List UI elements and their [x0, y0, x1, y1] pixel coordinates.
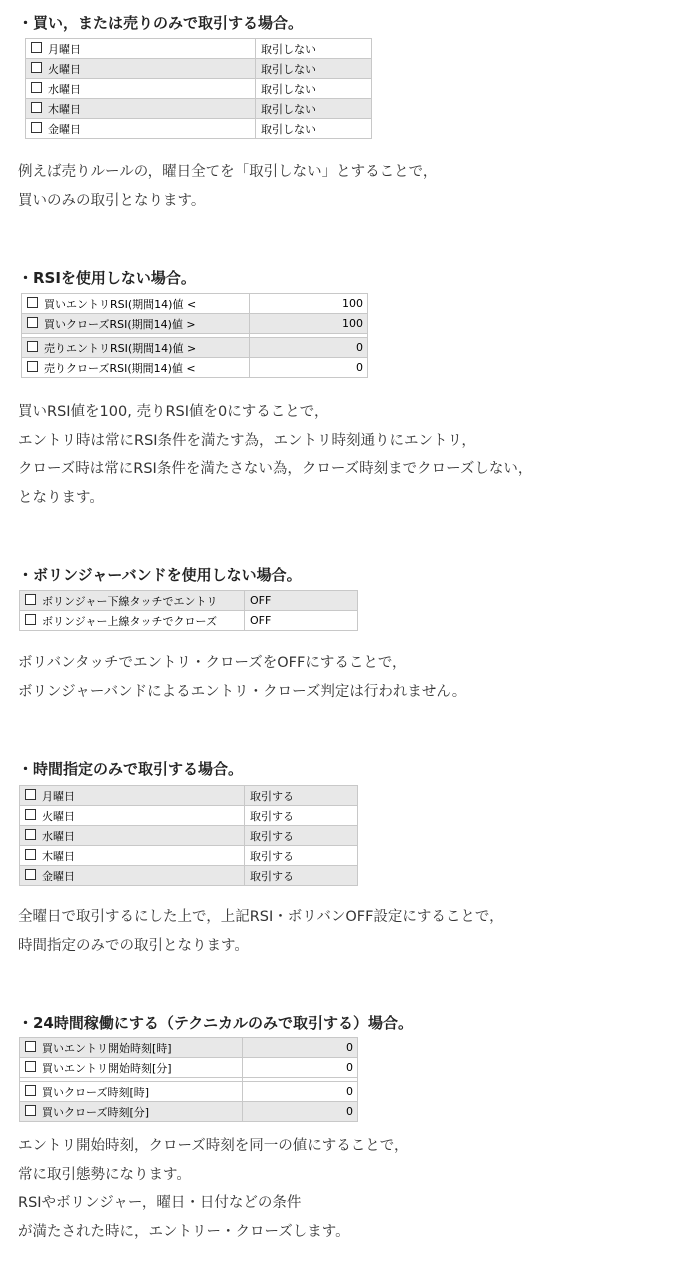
bollinger-settings-table: [19, 590, 358, 631]
checkbox[interactable]: [25, 614, 36, 625]
table-row: 買いクローズ時刻[時] 0: [20, 1082, 358, 1102]
checkbox[interactable]: [25, 869, 36, 880]
table-row: 水曜日 取引しない: [26, 79, 372, 99]
checkbox[interactable]: [27, 341, 38, 352]
checkbox[interactable]: [27, 361, 38, 372]
checkbox[interactable]: [25, 594, 36, 605]
table-row: 金曜日 取引する: [20, 866, 358, 886]
checkbox[interactable]: [25, 1105, 36, 1116]
checkbox[interactable]: [31, 42, 42, 53]
checkbox[interactable]: [31, 62, 42, 73]
table-row: ボリンジャー下線タッチでエントリ OFF: [20, 591, 358, 611]
table-row: 火曜日 取引する: [20, 806, 358, 826]
section-heading-buy-sell-only: ・買い，または売りのみで取引する場合。: [18, 14, 304, 32]
rsi-settings-table: [21, 293, 368, 378]
table-row: 買いエントリ開始時刻[時] 0: [20, 1038, 358, 1058]
section-heading-24h: ・24時間稼働にする（テクニカルのみで取引する）場合。: [18, 1014, 413, 1032]
checkbox[interactable]: [25, 1041, 36, 1052]
table-row: 売りエントリRSI(期間14)値 > 0: [22, 338, 368, 358]
table-row: 木曜日 取引しない: [26, 99, 372, 119]
table-row: 火曜日 取引しない: [26, 59, 372, 79]
paragraph-rsi: 買いRSI値を100, 売りRSI値を0にすることで， エントリ時は常にRSI条件を満たす為，エントリ時刻通りにエントリ， クローズ時は常にRSI条件を満たさない為，クローズ時刻までクローズしない， となります。: [18, 404, 533, 506]
table-row: 木曜日 取引する: [20, 846, 358, 866]
checkbox[interactable]: [31, 102, 42, 113]
table-row: 買いエントリRSI(期間14)値 < 100: [22, 294, 368, 314]
paragraph-buy-sell-only: 例えば売りルールの，曜日全てを「取引しない」とすることで， 買いのみの取引となります。: [18, 164, 438, 209]
paragraph-24h: エントリ開始時刻，クローズ時刻を同一の値にすることで， 常に取引態勢になります。 RSIやボリンジャー，曜日・日付などの条件 が満たされた時に，エントリー・クローズします。: [18, 1138, 409, 1240]
checkbox[interactable]: [25, 829, 36, 840]
weekday-settings-table-2: [19, 785, 358, 886]
table-row: ボリンジャー上線タッチでクローズ OFF: [20, 611, 358, 631]
checkbox[interactable]: [31, 82, 42, 93]
section-heading-bollinger: ・ボリンジャーバンドを使用しない場合。: [18, 566, 302, 584]
table-row: 月曜日 取引する: [20, 786, 358, 806]
checkbox[interactable]: [25, 1085, 36, 1096]
weekday-settings-table-1: [25, 38, 372, 139]
checkbox[interactable]: [25, 809, 36, 820]
time-settings-table: [19, 1037, 358, 1122]
table-row: 買いクローズ時刻[分] 0: [20, 1102, 358, 1122]
paragraph-time-only: 全曜日で取引するにした上で，上記RSI・ボリバンOFF設定にすることで， 時間指定のみでの取引となります。: [18, 909, 504, 954]
checkbox[interactable]: [25, 849, 36, 860]
table-row: 月曜日 取引しない: [26, 39, 372, 59]
checkbox[interactable]: [27, 317, 38, 328]
table-row: 売りクローズRSI(期間14)値 < 0: [22, 358, 368, 378]
checkbox[interactable]: [31, 122, 42, 133]
table-row: 水曜日 取引する: [20, 826, 358, 846]
section-heading-time-only: ・時間指定のみで取引する場合。: [18, 760, 244, 778]
checkbox[interactable]: [25, 789, 36, 800]
table-row: 金曜日 取引しない: [26, 119, 372, 139]
paragraph-bollinger: ボリバンタッチでエントリ・クローズをOFFにすることで， ボリンジャーバンドによるエントリ・クローズ判定は行われません。: [18, 655, 467, 700]
table-row: 買いエントリ開始時刻[分] 0: [20, 1058, 358, 1078]
checkbox[interactable]: [27, 297, 38, 308]
table-row: 買いクローズRSI(期間14)値 > 100: [22, 314, 368, 334]
section-heading-rsi: ・RSIを使用しない場合。: [18, 269, 196, 287]
checkbox[interactable]: [25, 1061, 36, 1072]
